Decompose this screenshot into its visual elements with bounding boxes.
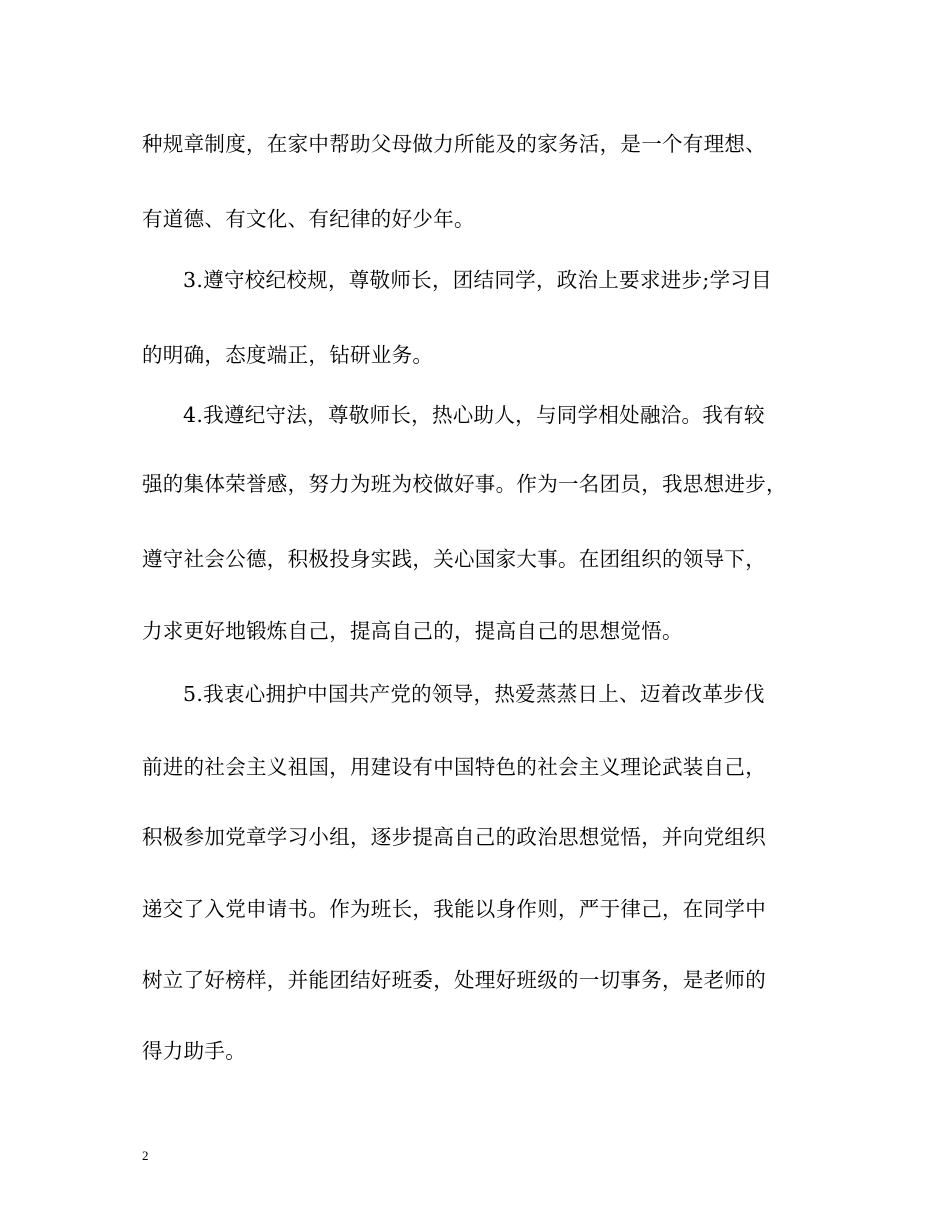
text-line: 4.我遵纪守法，尊敬师长，热心助人，与同学相处融洽。我有较	[183, 403, 765, 427]
text-line: 有道德、有文化、有纪律的好少年。	[142, 207, 475, 231]
page-number: 2	[142, 1148, 149, 1163]
text-line: 3.遵守校纪校规，尊敬师长，团结同学，政治上要求进步;学习目	[183, 268, 772, 292]
text-line: 前进的社会主义祖国，用建设有中国特色的社会主义理论武装自己，	[142, 755, 766, 779]
text-line: 强的集体荣誉感，努力为班为校做好事。作为一名团员，我思想进步，	[142, 472, 787, 496]
text-line: 得力助手。	[142, 1039, 246, 1063]
text-line: 积极参加党章学习小组，逐步提高自己的政治思想觉悟，并向党组织	[142, 825, 766, 849]
text-line: 5.我衷心拥护中国共产党的领导，热爱蒸蒸日上、迈着改革步伐	[183, 682, 765, 706]
text-line: 树立了好榜样，并能团结好班委，处理好班级的一切事务，是老师的	[142, 968, 766, 992]
text-line: 种规章制度，在家中帮助父母做力所能及的家务活，是一个有理想、	[142, 132, 766, 156]
text-line: 的明确，态度端正，钻研业务。	[142, 343, 434, 367]
text-line: 遵守社会公德，积极投身实践，关心国家大事。在团组织的领导下，	[142, 547, 766, 571]
text-line: 递交了入党申请书。作为班长，我能以身作则，严于律己，在同学中	[142, 897, 766, 921]
text-line: 力求更好地锻炼自己，提高自己的，提高自己的思想觉悟。	[142, 619, 683, 643]
